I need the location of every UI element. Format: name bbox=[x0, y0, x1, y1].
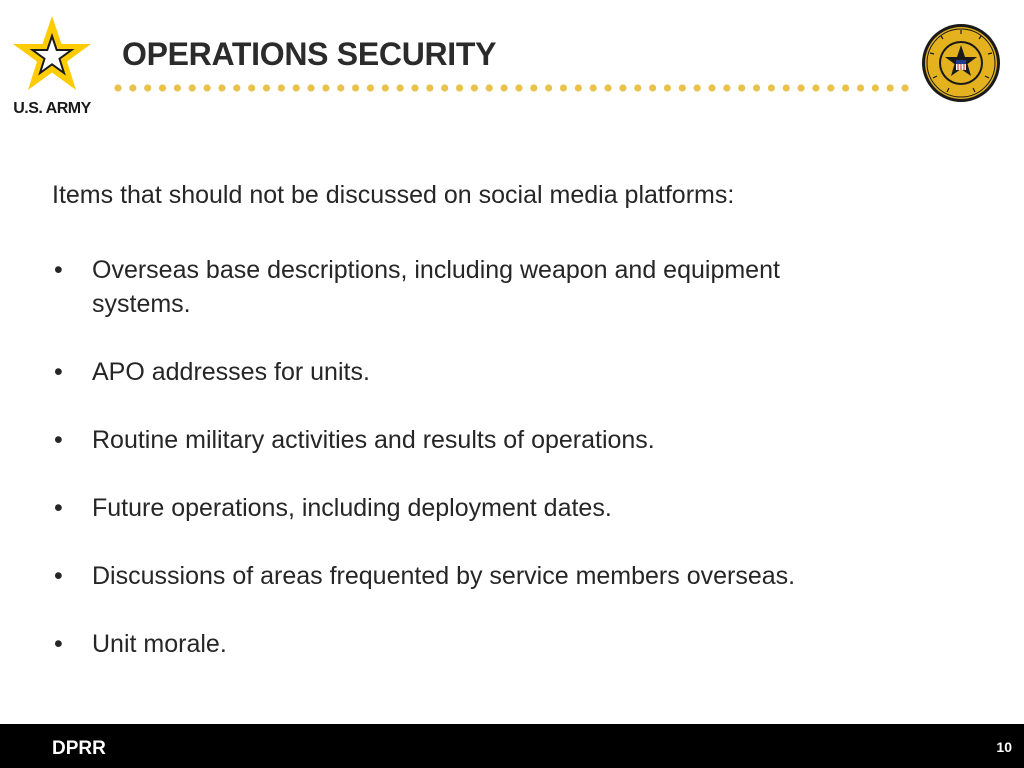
list-item bbox=[52, 423, 912, 457]
divider-dot bbox=[812, 84, 819, 91]
bullet-list bbox=[52, 253, 912, 695]
list-item bbox=[52, 253, 912, 321]
divider-dot bbox=[144, 84, 151, 91]
list-item bbox=[52, 627, 912, 661]
divider-dot bbox=[263, 84, 270, 91]
divider-dot bbox=[560, 84, 567, 91]
divider-dot bbox=[501, 84, 508, 91]
list-item-text: Unit morale. bbox=[92, 630, 227, 658]
divider-dot bbox=[783, 84, 790, 91]
divider-dot bbox=[397, 84, 404, 91]
page-number: 10 bbox=[996, 739, 1012, 755]
bullet-icon: • bbox=[54, 426, 63, 454]
divider-dot bbox=[649, 84, 656, 91]
divider-dot bbox=[619, 84, 626, 91]
divider-dot bbox=[872, 84, 879, 91]
divider-dot bbox=[738, 84, 745, 91]
bullet-icon: • bbox=[54, 562, 63, 590]
divider-dot bbox=[322, 84, 329, 91]
divider-dot bbox=[233, 84, 240, 91]
army-star-icon bbox=[10, 14, 94, 98]
dcs-g9-seal-icon bbox=[921, 23, 1001, 103]
intro-text: Items that should not be discussed on social media platforms: bbox=[52, 181, 735, 209]
divider-dot bbox=[827, 84, 834, 91]
divider-dot bbox=[723, 84, 730, 91]
divider-dot bbox=[129, 84, 136, 91]
divider-dot bbox=[798, 84, 805, 91]
list-item-text: APO addresses for units. bbox=[92, 358, 370, 386]
divider-dot bbox=[248, 84, 255, 91]
footer-bar bbox=[0, 724, 1024, 768]
divider-dot bbox=[530, 84, 537, 91]
divider-dot bbox=[337, 84, 344, 91]
divider-dot bbox=[679, 84, 686, 91]
divider-dot bbox=[441, 84, 448, 91]
divider-dot bbox=[887, 84, 894, 91]
list-item bbox=[52, 491, 912, 525]
page-title: OPERATIONS SECURITY bbox=[122, 36, 497, 72]
divider-dot bbox=[575, 84, 582, 91]
divider-dot bbox=[159, 84, 166, 91]
divider-dot bbox=[426, 84, 433, 91]
divider-dot bbox=[218, 84, 225, 91]
divider-dot bbox=[901, 84, 908, 91]
list-item-text: Routine military activities and results of operations. bbox=[92, 426, 655, 454]
bullet-icon: • bbox=[54, 256, 63, 284]
divider-dot bbox=[545, 84, 552, 91]
divider-dot bbox=[753, 84, 760, 91]
divider-dot bbox=[189, 84, 196, 91]
divider-dot bbox=[842, 84, 849, 91]
divider-dot bbox=[486, 84, 493, 91]
list-item bbox=[52, 355, 912, 389]
list-item-text: Future operations, including deployment dates. bbox=[92, 494, 612, 522]
footer-org-label: DPRR bbox=[52, 738, 106, 759]
divider-dot bbox=[456, 84, 463, 91]
divider-dot bbox=[352, 84, 359, 91]
bullet-icon: • bbox=[54, 494, 63, 522]
divider-dot bbox=[708, 84, 715, 91]
divider-dot bbox=[114, 84, 121, 91]
divider-dot bbox=[604, 84, 611, 91]
divider-dot bbox=[367, 84, 374, 91]
divider-dot bbox=[278, 84, 285, 91]
divider-dot bbox=[293, 84, 300, 91]
army-logo bbox=[10, 14, 94, 118]
bullet-icon: • bbox=[54, 630, 63, 658]
divider-dot bbox=[307, 84, 314, 91]
divider-dot bbox=[382, 84, 389, 91]
divider-dot bbox=[411, 84, 418, 91]
dotted-divider bbox=[114, 83, 916, 93]
army-logo-text: U.S. ARMY bbox=[13, 100, 91, 117]
list-item-text: systems. bbox=[92, 290, 191, 318]
list-item-text: Overseas base descriptions, including weapon and equipment bbox=[92, 256, 780, 284]
divider-dot bbox=[515, 84, 522, 91]
divider-dot bbox=[174, 84, 181, 91]
divider-dot bbox=[768, 84, 775, 91]
divider-dot bbox=[857, 84, 864, 91]
bullet-icon: • bbox=[54, 358, 63, 386]
divider-dot bbox=[634, 84, 641, 91]
divider-dot bbox=[471, 84, 478, 91]
list-item bbox=[52, 559, 912, 593]
divider-dot bbox=[664, 84, 671, 91]
divider-dot bbox=[204, 84, 211, 91]
divider-dot bbox=[694, 84, 701, 91]
list-item-text: Discussions of areas frequented by service members overseas. bbox=[92, 562, 796, 590]
divider-dot bbox=[590, 84, 597, 91]
